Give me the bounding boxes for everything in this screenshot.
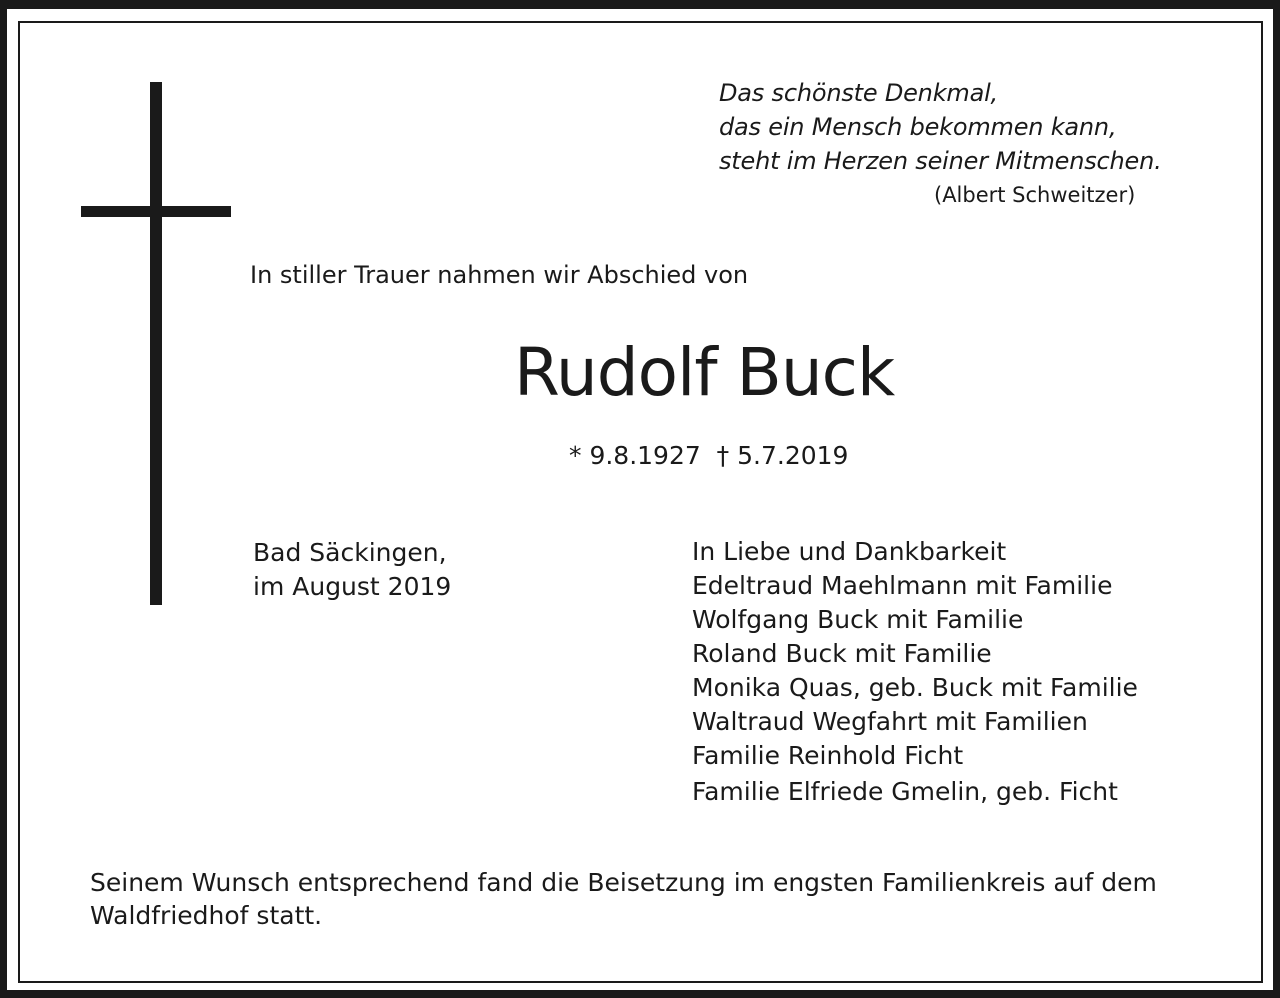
mourners-heading: In Liebe und Dankbarkeit <box>692 537 1007 566</box>
cross-icon-horizontal-beam <box>81 206 231 217</box>
cross-icon-vertical-beam <box>150 82 162 605</box>
mourner-name: Waltraud Wegfahrt mit Familien <box>692 707 1088 736</box>
memorial-quote <box>719 76 1162 178</box>
date-line: im August 2019 <box>253 572 452 601</box>
life-dates: * 9.8.1927 † 5.7.2019 <box>569 441 849 470</box>
place-line: Bad Säckingen, <box>253 538 447 567</box>
closing-note: Seinem Wunsch entsprechend fand die Beisetzung im engsten Familienkreis auf dem Waldfriedhof statt. <box>90 868 1157 930</box>
quote-line: das ein Mensch bekommen kann, <box>719 113 1117 141</box>
intro-text: In stiller Trauer nahmen wir Abschied von <box>250 261 749 289</box>
mourner-name: Wolfgang Buck mit Familie <box>692 605 1024 634</box>
mourner-name: Familie Elfriede Gmelin, geb. Ficht <box>692 777 1118 806</box>
mourner-name: Edeltraud Maehlmann mit Familie <box>692 571 1113 600</box>
quote-line: steht im Herzen seiner Mitmenschen. <box>719 147 1162 175</box>
mourner-name: Monika Quas, geb. Buck mit Familie <box>692 673 1138 702</box>
mourners-list <box>692 535 1138 809</box>
mourner-name: Familie Reinhold Ficht <box>692 741 964 770</box>
place-and-date <box>253 536 451 604</box>
quote-line: Das schönste Denkmal, <box>719 79 998 107</box>
mourner-name: Roland Buck mit Familie <box>692 639 992 668</box>
deceased-name: Rudolf Buck <box>514 334 895 411</box>
quote-author: (Albert Schweitzer) <box>934 183 1136 207</box>
